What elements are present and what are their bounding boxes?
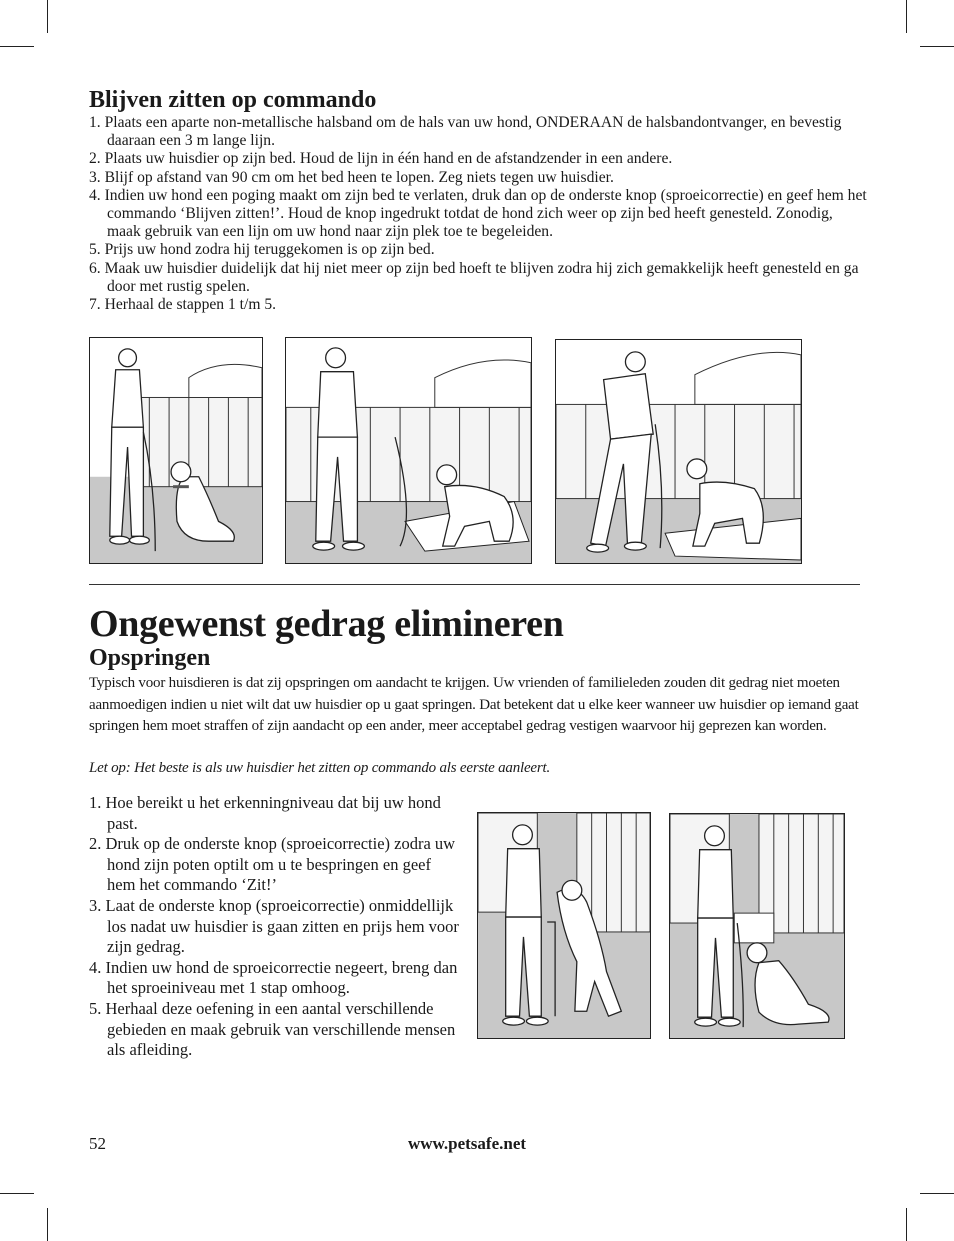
crop-mark	[47, 1208, 48, 1241]
list-item: 4. Indien uw hond een poging maakt om zijn bed te verlaten, druk dan op de onderste knop (sproeicorrectie) en geef hem het commando ‘Blijven zitten!’. Houd de knop ingedrukt totdat de hond zich weer op zijn bed heeft genesteld. Zonodig, maak gebruik van een lijn om uw hond naar zijn plek toe te begeleiden.	[89, 186, 867, 241]
website-link[interactable]: www.petsafe.net	[408, 1134, 527, 1153]
list-item: 3. Laat de onderste knop (sproeicorrectie) onmiddellijk los nadat uw huisdier is gaan zitten en prijs hem voor zijn gedrag.	[89, 895, 459, 957]
section-title-opspringen: Opspringen	[89, 645, 211, 671]
crop-mark	[920, 1193, 954, 1194]
section-divider	[89, 584, 860, 585]
intro-paragraph: Typisch voor huisdieren is dat zij opspringen om aandacht te krijgen. Uw vrienden of familieleden zouden dit gedrag niet moeten aanmoedigen indien u niet wilt dat uw huisdier op u gaat springen. Dat betekent dat u elke keer wanneer uw huisdier op iemand gaat springen hem moet straffen of zijn aandacht op een ander, meer acceptabel gedrag vestigen waarvoor hij geprezen kan worden.	[89, 675, 859, 735]
list-item: 6. Maak uw huisdier duidelijk dat hij niet meer op zijn bed hoeft te blijven zodra hij zich gemakkelijk heeft genesteld en ga door met rustig spelen.	[89, 259, 859, 295]
list-item: 2. Druk op de onderste knop (sproeicorrectie) zodra uw hond zijn poten optilt om u te bespringen en geef hem het commando ‘Zit!’	[89, 834, 456, 895]
note-text: Let op: Het beste is als uw huisdier het zitten op commando als eerste aanleert.	[89, 760, 551, 776]
list-item: 1. Plaats een aparte non-metallische halsband om de hals van uw hond, ONDERAAN de halsbandontvanger, en bevestig daaraan een 3 m lange lijn.	[89, 114, 842, 150]
crop-mark	[0, 1193, 34, 1194]
list-item: 5. Prijs uw hond zodra hij teruggekomen is op zijn bed.	[89, 241, 435, 259]
illustration-dog-jumping	[477, 812, 651, 1039]
crop-mark	[920, 46, 954, 47]
crop-mark	[906, 1208, 907, 1241]
list-item: 5. Herhaal deze oefening in een aantal verschillende gebieden en maak gebruik van verschillende mensen als afleiding.	[89, 998, 456, 1060]
blijven-zitten-steps	[89, 114, 869, 314]
page-title: Ongewenst gedrag elimineren	[89, 603, 564, 645]
list-item: 4. Indien uw hond de sproeicorrectie negeert, breng dan het sproeiniveau met 1 stap omhoog.	[89, 957, 458, 998]
list-item: 3. Blijf op afstand van 90 cm om het bed heen te lopen. Zeg niets tegen uw huisdier.	[89, 168, 614, 186]
illustration-dog-sitting-man	[669, 813, 845, 1039]
page-number: 52	[89, 1134, 106, 1153]
list-item: 2. Plaats uw huisdier op zijn bed. Houd de lijn in één hand en de afstandzender in een andere.	[89, 150, 673, 168]
illustration-man-dog-bed	[285, 337, 532, 564]
crop-mark	[47, 0, 48, 33]
list-item: 1. Hoe bereikt u het erkenningniveau dat bij uw hond past.	[89, 793, 441, 833]
section-title-blijven-zitten: Blijven zitten op commando	[89, 87, 377, 113]
crop-mark	[906, 0, 907, 33]
illustration-man-dog-praise	[555, 339, 802, 564]
crop-mark	[0, 46, 34, 47]
opspringen-steps	[89, 793, 459, 1061]
illustration-man-dog-sitting	[89, 337, 263, 564]
list-item: 7. Herhaal de stappen 1 t/m 5.	[89, 296, 277, 314]
